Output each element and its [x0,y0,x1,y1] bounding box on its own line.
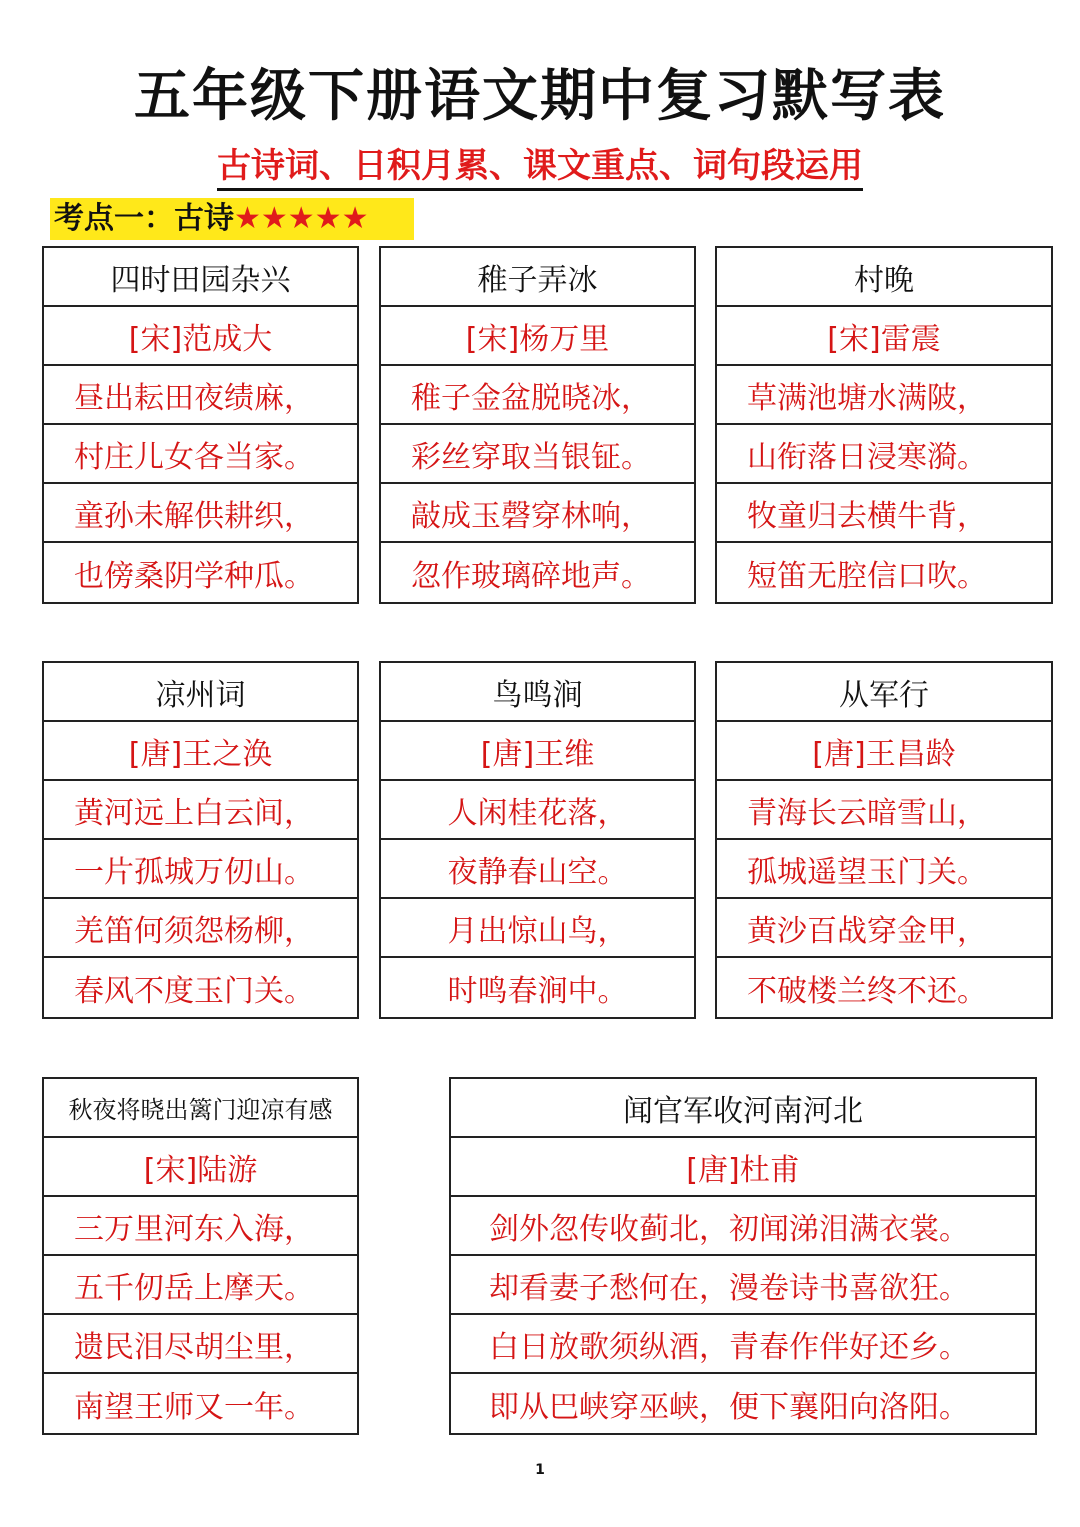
poem-title: 稚子弄冰 [381,248,694,307]
poem-line: 彩丝穿取当银钲。 [381,425,694,484]
poem-author: [宋]杨万里 [381,307,694,366]
poem-title: 村晚 [717,248,1051,307]
poem-line: 牧童归去横牛背， [717,484,1051,543]
poem-line: 短笛无腔信口吹。 [747,558,987,594]
poem-author: [唐]王昌龄 [717,722,1051,781]
poem-line: 人闲桂花落， [381,781,694,840]
poem-line: 童孙未解供耕织， [44,484,357,543]
poem-title: 秋夜将晓出篱门迎凉有感 [44,1079,357,1138]
poem-line: 孤城遥望玉门关。 [717,840,1051,899]
section-label [50,198,414,240]
poem-title: 凉州词 [44,663,357,722]
poem-author: [唐]王之涣 [44,722,357,781]
poem-line: 不破楼兰终不还。 [747,973,987,1009]
poem-author: [唐]王维 [381,722,694,781]
poem-line: 羌笛何须怨杨柳， [44,899,357,958]
poem-line: 敲成玉磬穿林响， [381,484,694,543]
poem-line: 一片孤城万仞山。 [44,840,357,899]
star-rating: ★★★★★ [234,201,369,236]
subtitle-text: 古诗词、日积月累、课文重点、词句段运用 [217,146,863,191]
poem-card-4 [42,661,359,1019]
section-label-text: 考点一：古诗 [54,201,234,236]
poem-line: 白日放歌须纵酒，青春作伴好还乡。 [451,1315,1035,1374]
poem-title: 鸟鸣涧 [381,663,694,722]
poem-line: 五千仞岳上摩天。 [44,1256,357,1315]
poem-line: 即从巴峡穿巫峡，便下襄阳向洛阳。 [489,1389,969,1425]
poem-title: 闻官军收河南河北 [451,1079,1035,1138]
poem-title: 从军行 [717,663,1051,722]
poem-line: 夜静春山空。 [381,840,694,899]
poem-card-7 [42,1077,359,1435]
poem-line: 昼出耘田夜绩麻， [44,366,357,425]
poem-card-6 [715,661,1053,1019]
poem-card-2 [379,246,696,604]
poem-line: 山衔落日浸寒漪。 [717,425,1051,484]
poem-line: 却看妻子愁何在，漫卷诗书喜欲狂。 [451,1256,1035,1315]
poem-line: 时鸣春涧中。 [447,973,628,1009]
page-number: 1 [535,1462,545,1478]
poem-line: 月出惊山鸟， [381,899,694,958]
poem-line: 忽作玻璃碎地声。 [411,558,651,594]
poem-line: 剑外忽传收蓟北，初闻涕泪满衣裳。 [451,1197,1035,1256]
poem-card-5 [379,661,696,1019]
poem-line: 青海长云暗雪山， [717,781,1051,840]
poem-line: 稚子金盆脱晓冰， [381,366,694,425]
poem-title: 四时田园杂兴 [44,248,357,307]
poem-line: 也傍桑阴学种瓜。 [74,558,314,594]
poem-author: [宋]范成大 [44,307,357,366]
poem-line: 村庄儿女各当家。 [44,425,357,484]
poem-line: 黄沙百战穿金甲， [717,899,1051,958]
poem-line: 遗民泪尽胡尘里， [44,1315,357,1374]
poem-line: 南望王师又一年。 [74,1389,314,1425]
poem-card-1 [42,246,359,604]
poem-line: 黄河远上白云间， [44,781,357,840]
poem-author: [宋]雷震 [717,307,1051,366]
page-title: 五年级下册语文期中复习默写表 [134,64,946,129]
poem-line: 草满池塘水满陂， [717,366,1051,425]
poem-author: [唐]杜甫 [451,1138,1035,1197]
poem-author: [宋]陆游 [44,1138,357,1197]
poem-line: 三万里河东入海， [44,1197,357,1256]
poem-line: 春风不度玉门关。 [74,973,314,1009]
page-subtitle [0,138,1080,187]
poem-card-3 [715,246,1053,604]
poem-card-8 [449,1077,1037,1435]
